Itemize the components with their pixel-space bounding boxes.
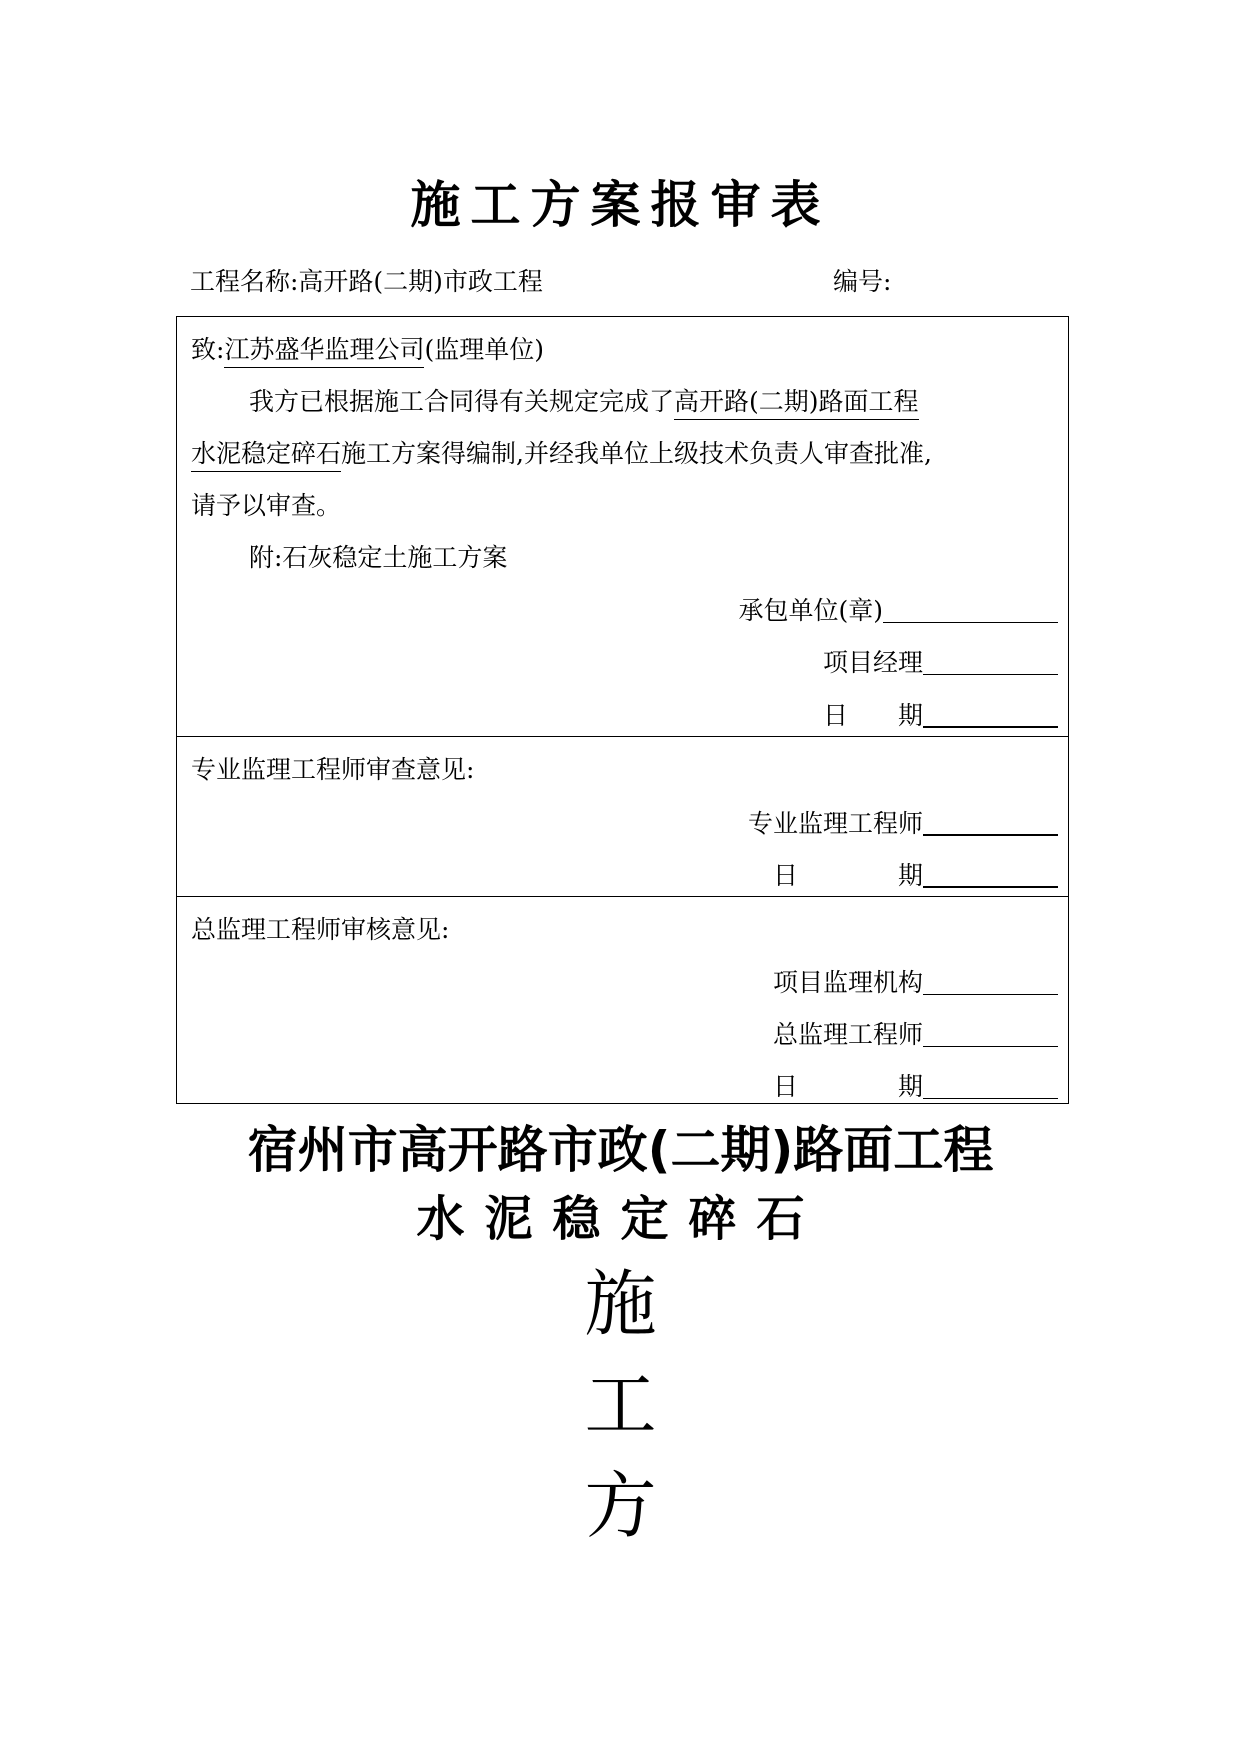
contractor-seal-label: 承包单位(章) <box>738 596 883 625</box>
project-title-underlined: 高开路(二期)路面工程 <box>674 387 919 420</box>
cover-title-line-2: 水泥稳定碎石 <box>416 1191 825 1247</box>
engineer-date-blank <box>923 861 1058 888</box>
project-manager-row <box>823 649 1058 675</box>
chief-engineer-blank <box>923 1021 1058 1047</box>
addressee-line <box>191 337 544 362</box>
chief-review-heading: 总监理工程师审核意见: <box>191 915 450 944</box>
paragraph-line-2 <box>191 441 932 466</box>
institution-label: 项目监理机构 <box>772 968 923 997</box>
chief-engineer-row <box>773 1021 1058 1047</box>
attachment-line: 附:石灰稳定土施工方案 <box>249 543 508 572</box>
contractor-seal-blank <box>883 597 1058 623</box>
chief-review-section <box>177 897 1068 1104</box>
project-manager-label: 项目经理 <box>822 648 923 677</box>
chief-date-blank <box>923 1073 1058 1099</box>
chief-date-label: 日 期 <box>772 1072 923 1101</box>
submission-date-row <box>823 701 1058 728</box>
engineer-signature-row <box>748 809 1058 836</box>
work-item-underlined: 水泥稳定碎石 <box>191 439 341 472</box>
paragraph-text-1: 我方已根据施工合同得有关规定完成了 <box>249 387 675 416</box>
addressee-prefix: 致: <box>191 335 225 364</box>
serial-number-label: 编号: <box>833 267 892 296</box>
project-manager-blank <box>923 649 1058 675</box>
cover-title-line-1: 宿州市高开路市政(二期)路面工程 <box>247 1121 994 1179</box>
engineer-review-heading: 专业监理工程师审查意见: <box>191 755 475 784</box>
engineer-blank <box>923 809 1058 836</box>
paragraph-text-2: 施工方案得编制,并经我单位上级技术负责人审查批准, <box>341 439 932 468</box>
engineer-label: 专业监理工程师 <box>747 809 923 838</box>
submission-section <box>177 317 1068 737</box>
cover-vertical-char-1: 施 <box>584 1262 657 1346</box>
cover-vertical-char-3: 方 <box>584 1464 657 1548</box>
paragraph-line-1 <box>249 389 919 414</box>
institution-blank <box>923 969 1058 995</box>
addressee-suffix: (监理单位) <box>424 335 544 364</box>
submission-date-blank <box>923 701 1058 728</box>
engineer-date-row <box>773 861 1058 888</box>
chief-date-row <box>773 1073 1058 1099</box>
submission-date-label: 日 期 <box>822 701 923 730</box>
engineer-date-label: 日 期 <box>772 861 923 890</box>
contractor-seal-row <box>738 597 1058 623</box>
institution-row <box>773 969 1058 995</box>
paragraph-line-3: 请予以审查。 <box>191 491 342 520</box>
project-name: 工程名称:高开路(二期)市政工程 <box>190 267 543 296</box>
review-form-table <box>176 316 1069 1104</box>
form-title: 施工方案报审表 <box>410 175 831 234</box>
engineer-review-section <box>177 737 1068 897</box>
cover-vertical-char-2: 工 <box>584 1363 657 1447</box>
supervisor-company: 江苏盛华监理公司 <box>224 335 424 368</box>
chief-engineer-label: 总监理工程师 <box>772 1020 923 1049</box>
